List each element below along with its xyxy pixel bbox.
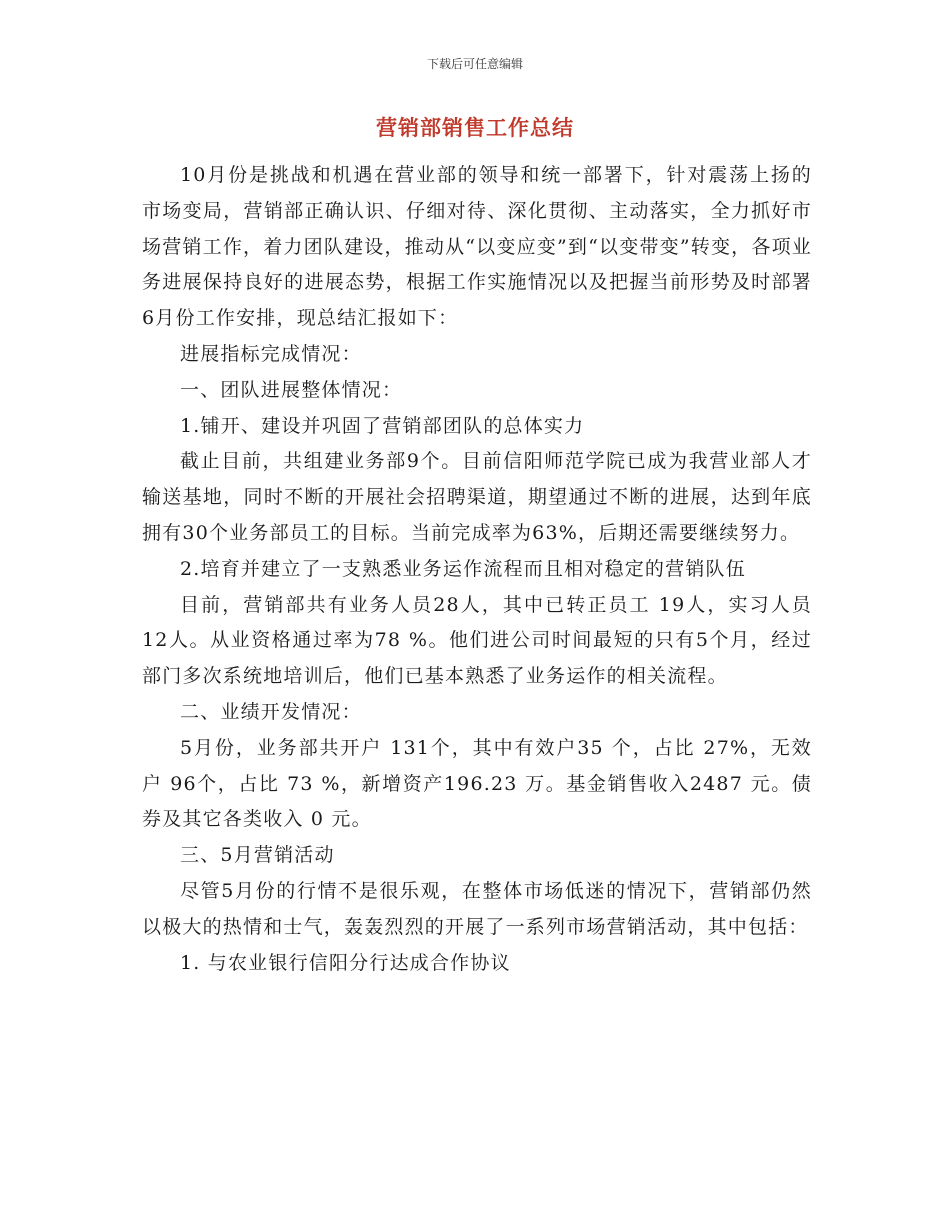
section-heading-progress: 进展指标完成情况：	[180, 342, 362, 365]
section-heading-activities: 三、5月营销活动	[180, 844, 335, 867]
subheading-team-strength: 1.铺开、建设并巩固了营销部团队的总体实力	[180, 414, 585, 437]
section-heading-performance: 二、业绩开发情况：	[180, 700, 362, 723]
document-body	[142, 158, 812, 981]
paragraph-activities: 尽管5月份的行情不是很乐观，在整体市场低迷的情况下，营销部仍然以极大的热情和士气，轰轰烈烈的开展了一系列市场营销活动，其中包括：	[142, 879, 812, 938]
paragraph-intro: 10月份是挑战和机遇在营业部的领导和统一部署下，针对震荡上扬的市场变局，营销部正确认识、仔细对待、深化贯彻、主动落实，全力抓好市场营销工作，着力团队建设，推动从“以变应变”到“以变带变”转变，各项业务进展保持良好的进展态势，根据工作实施情况以及把握当前形势及时部署6月份工作安排，现总结汇报如下：	[142, 164, 812, 330]
paragraph-staff: 目前，营销部共有业务人员28人，其中已转正员工 19人，实习人员12人。从业资格通过率为78 %。他们进公司时间最短的只有5个月，经过部门多次系统地培训后，他们已基本熟悉了业务运作的相关流程。	[142, 593, 812, 688]
paragraph-team-count: 截止目前，共组建业务部9个。目前信阳师范学院已成为我营业部人才输送基地，同时不断的开展社会招聘渠道，期望通过不断的进展，达到年底拥有30个业务部员工的目标。当前完成率为63%，后期还需要继续努力。	[142, 450, 812, 544]
document-title: 营销部销售工作总结	[376, 116, 574, 140]
subheading-sales-team: 2.培育并建立了一支熟悉业务运作流程而且相对稳定的营销队伍	[180, 557, 746, 580]
list-item-agreement: 1. 与农业银行信阳分行达成合作协议	[180, 951, 511, 974]
page-header-note: 下载后可任意编辑	[426, 57, 523, 71]
paragraph-performance: 5月份，业务部共开户 131个，其中有效户35 个，占比 27%，无效户 96个，占比 73 %，新增资产196.23 万。基金销售收入2487 元。债券及其它各类收入 0 元。	[142, 736, 812, 831]
section-heading-team: 一、团队进展整体情况：	[180, 378, 403, 401]
